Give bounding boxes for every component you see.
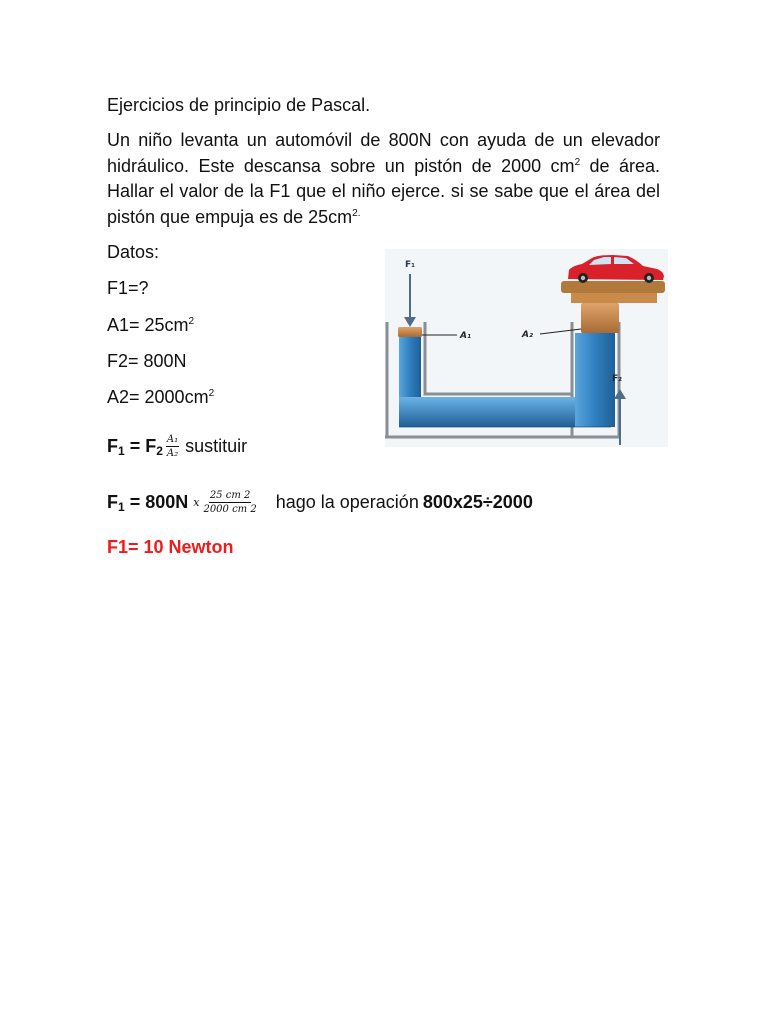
times-sign: x [193, 496, 200, 509]
formula-instruction: sustituir [185, 436, 248, 456]
formula-var: F [145, 436, 157, 456]
datos-a2-text: A2= 2000cm [107, 387, 209, 407]
formula-lhs [107, 492, 188, 513]
formula-pascal [107, 434, 247, 459]
formula-equals: = [124, 436, 146, 456]
substitution-fraction [202, 490, 257, 515]
superscript: 2 [208, 388, 215, 399]
wide-column-fluid [575, 333, 615, 427]
result-answer: F1= 10 Newton [107, 537, 234, 557]
operation-text: hago la operación [275, 492, 419, 512]
datos-a2 [107, 386, 214, 408]
f1-label: F₁ [405, 260, 416, 270]
a1-label: A₁ [460, 331, 471, 341]
formula-subscript: 1 [118, 444, 125, 458]
formula-value: = 800N [124, 492, 189, 512]
fraction-numerator: A₁ [166, 434, 179, 445]
fraction-numerator: 25 cm 2 [209, 490, 251, 501]
datos-heading: Datos: [107, 242, 160, 262]
area-ratio-fraction [166, 434, 179, 459]
a2-label: A₂ [522, 330, 533, 340]
datos-a1-text: A1= 25cm [107, 315, 189, 335]
fraction-denominator: 2000 cm 2 [203, 504, 257, 515]
formula-var: F [107, 492, 118, 512]
document-title: Ejercicios de principio de Pascal. [107, 95, 371, 115]
superscript: 2 [188, 316, 195, 327]
hydraulic-press-illustration [385, 249, 668, 447]
problem-text-2: de área. Hallar el valor de la F1 que el niño ejerce. si se sabe que el área del pistón que empuja es de 25cm [107, 155, 660, 227]
formula-substitution [107, 490, 533, 515]
formula-lhs [107, 436, 163, 457]
datos-a1 [107, 314, 194, 336]
operation-expression: 800x25÷2000 [422, 492, 533, 512]
large-piston [581, 303, 619, 333]
problem-statement [107, 128, 660, 230]
problem-text-1: Un niño levanta un automóvil de 800N con ayuda de un elevador hidráulico. Este descansa sobre un pistón de 2000 cm [107, 130, 660, 176]
formula-subscript: 1 [118, 500, 125, 514]
datos-f2: F2= 800N [107, 351, 187, 371]
superscript: 2. [352, 207, 361, 219]
formula-subscript: 2 [156, 444, 163, 458]
f2-label: F₂ [612, 374, 623, 384]
small-piston [398, 327, 422, 337]
superscript: 2 [574, 156, 581, 168]
platform-support [571, 293, 657, 303]
datos-f1: F1=? [107, 278, 149, 298]
fraction-denominator: A₂ [166, 448, 179, 459]
formula-var: F [107, 436, 118, 456]
